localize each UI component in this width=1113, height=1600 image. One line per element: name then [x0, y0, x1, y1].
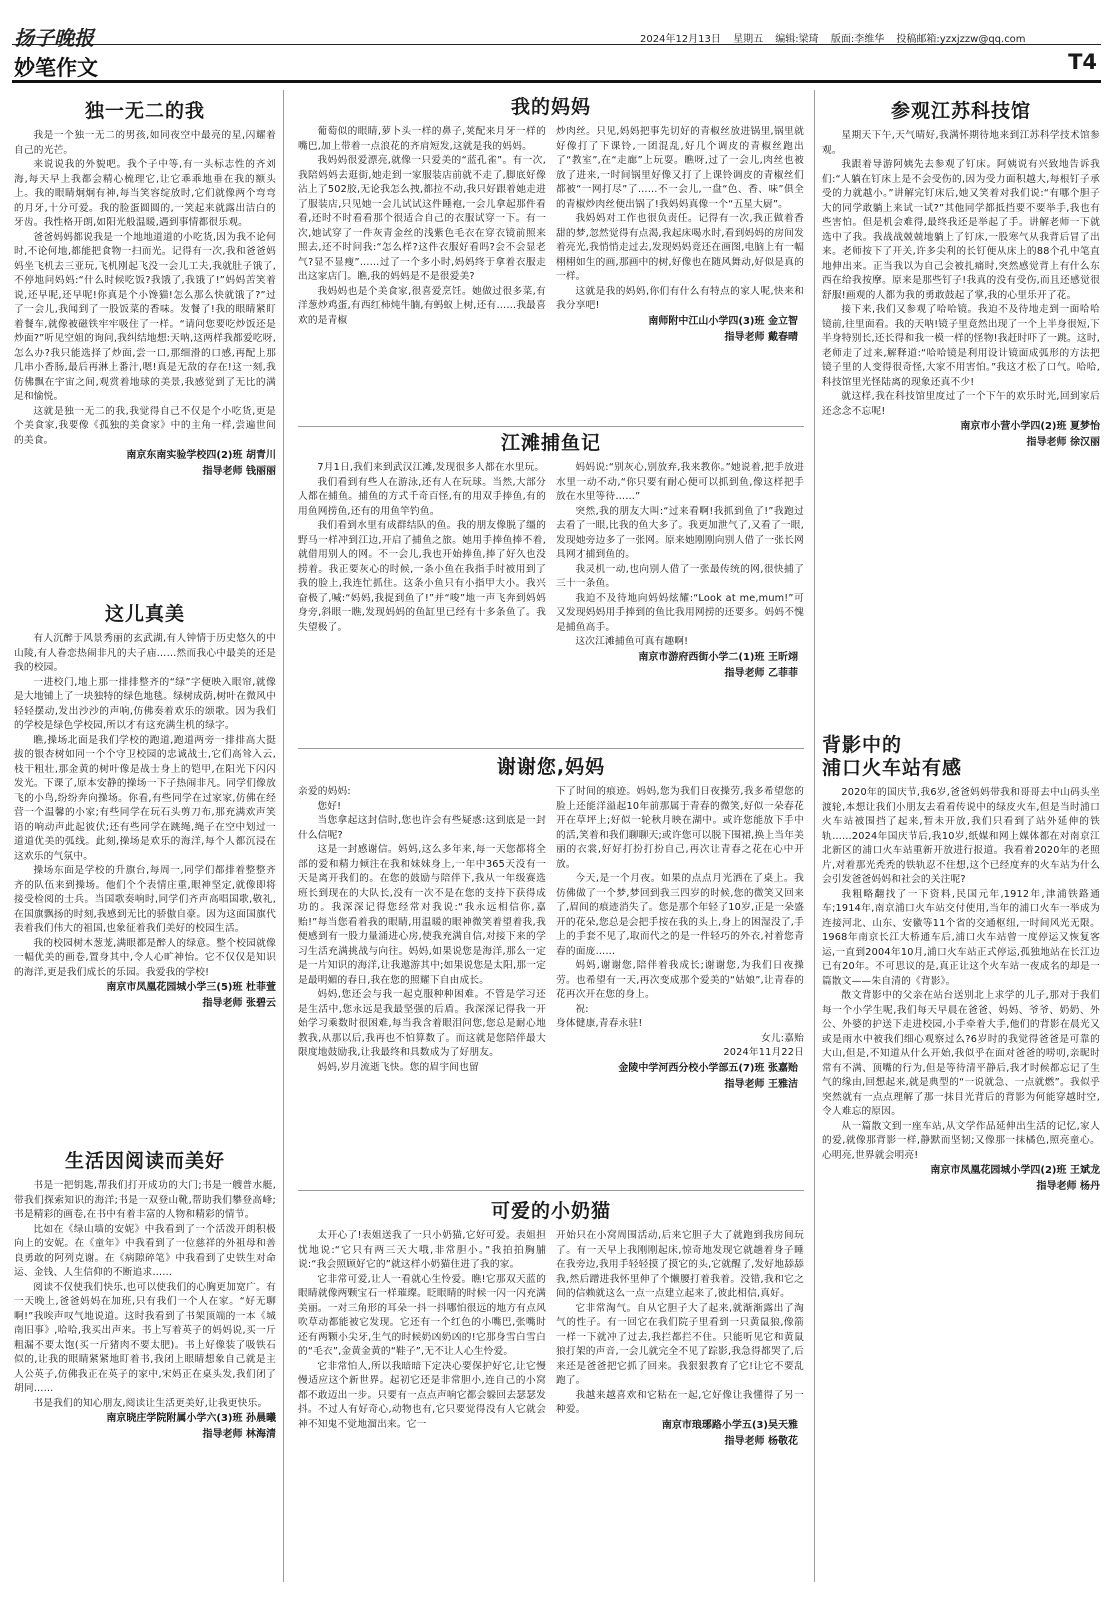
article-reading — [14, 1150, 276, 1443]
article-paragraph: 瞧,操场北面是我们学校的跑道,跑道两旁一排排高大挺拔的银杏树如同一个个守卫校园的忠诚战士,它们高耸入云,枝干粗壮,那金黄的树叶像是战士身上的铠甲,在阳光下闪闪发光。下课了,原本安静的操场一下子热闹非凡。同学们像放飞的小鸟,纷纷奔向操场。你看,有些同学在过家家,仿佛在经营一个温馨的小家;有些同学在玩石头剪刀布,那充满欢声笑语的响动声此起彼伏;还有些同学在跳绳,绳子在空中划过一道道优美的弧线。此刻,操场是欢乐的海洋,每个人都沉浸在这欢乐的气氛中。 — [14, 734, 276, 862]
article-paragraph: 这是一封感谢信。妈妈,这么多年来,每一天您都将全部的爱和精力倾注在我和妹妹身上,一年中365天没有一天是离开我们的。在您的鼓励与陪伴下,我从一年级赛选班长到现在的大队长,没有一次不是在您的支持下获得成功的。我深深记得您经常对我说:“我永远相信你,嘉贻!”每当您看着我的眼睛,用温暖的眼神微笑着望着我,我便感到有一股力量涌进心房,使我充满自信,对接下来的学习生活充满挑战与向往。妈妈,如果说您是海洋,那么一定是一片知识的海洋,让我遨游其中;如果说您是太阳,那一定是最明媚的春日,我在您的照耀下自由成长。 — [298, 844, 546, 986]
author-teacher: 指导老师 徐汉丽 — [1026, 437, 1100, 448]
article-paragraph: 它非常怕人,所以我暗暗下定决心要保护好它,让它慢慢适应这个新世界。起初它还是非常胆小,连自己的小窝都不敢迈出一步。只要有一点点声响它都会躲回去瑟瑟发抖。不过人有好奇心,动物也有,它只要觉得没有人它就会神不知鬼不觉地溜出来。它一 — [298, 1360, 546, 1430]
article-paragraph: 它非常可爱,让人一看就心生怜爱。瞧!它那双天蓝的眼睛就像两颗宝石一样璀璨。眨眼睛的时候一闪一闪充满美丽。一对三角形的耳朵一抖一抖哪怕很远的地方有点风吹草动都能被它发现。它还有一个红色的小嘴巴,张嘴时还有两颗小尖牙,生气的时候奶凶奶凶的!它那身雪白雪白的“毛衣”,金黄金黄的“鞋子”,无不让人心生怜爱。 — [298, 1273, 546, 1357]
author-teacher: 指导老师 乙菲菲 — [724, 667, 798, 679]
article-mom — [298, 96, 804, 346]
article-title: 我的妈妈 — [510, 96, 591, 118]
column-divider — [814, 90, 815, 1582]
author-school: 南师附中江山小学四(3)班 金立智 — [648, 315, 798, 327]
issue-email: 投稿邮箱:yzxjzzw@qq.com — [896, 34, 1026, 45]
article-paragraph: 妈妈,谢谢您,陪伴着我成长;谢谢您,为我们日夜操劳。也希望有一天,再次变成那个爱美的“姑娘”,让青春的花再次开在您的身上。 — [556, 960, 804, 1000]
article-cat — [298, 1200, 804, 1450]
article-paragraph: 7月1日,我们来到武汉江滩,发现很多人都在水里玩。 — [317, 462, 545, 473]
letter-date: 2024年11月22日 — [723, 1047, 804, 1058]
article-paragraph: 妈妈说:“别灰心,别放弃,我来教你。”她说着,把手放进水里一动不动,“你只要有耐心便可以抓到鱼,像这样把手放在水里等待……” — [556, 462, 804, 502]
letter-signature: 女儿:嘉贻 — [760, 1032, 804, 1044]
author-teacher: 指导老师 杨敬花 — [724, 1435, 798, 1447]
article-paragraph: 星期天下午,天气晴好,我满怀期待地来到江苏科学技术馆参观。 — [822, 130, 1100, 156]
article-paragraph: 开始只在小窝周围活动,后来它胆子大了就跑到我房间玩了。有一天早上我刚刚起床,惊奇地发现它就趟着身子睡在我旁边,我用手轻轻摸了摸它的头,它就醒了,发好地舔舔我,然后蹭进我怀里伸了个懒腰打着我着。没错,我和它之间的信赖就这么一点一点建立起来了,彼此相信,真好。 — [556, 1230, 804, 1299]
article-title: 独一无二的我 — [84, 100, 205, 122]
issue-weekday: 星期五 — [733, 34, 764, 45]
article-paragraph: 这次江滩捕鱼可真有趣啊! — [575, 636, 689, 647]
article-paragraph: 我们看到有些人在游泳,还有人在玩球。当然,大部分人都在捕鱼。捕鱼的方式千奇百怪,有的用双手捧鱼,有的用鱼网捞鱼,还有的用鱼竿钓鱼。 — [298, 476, 546, 517]
article-paragraph: 阅读不仅使我们快乐,也可以使我们的心胸更加宽广。有一天晚上,爸爸妈妈在加班,只有我们一个人在家。“好无聊啊!”我唉声叹气地说道。这时我看到了书架顶端的一本《城南旧事》,哈哈,我买出声来。书上写着英子的妈妈说,买一斤粗漏不要太饱(买一斤猪肉不要太肥)。书上好像装了吸铁石似的,让我的眼睛紧紧地盯着书,我闭上眼睛想象自己就是主人公英子,仿佛我正在英子的家中,宋妈正在桌头发,我们闭了胡同…… — [14, 1281, 276, 1394]
article-unique — [14, 100, 276, 480]
article-paragraph: 爸爸妈妈都说我是一个地地道道的小吃货,因为我不论何时,不论何地,都能把食物一扫而光。记得有一次,我和爸爸妈妈坐飞机去三亚玩,飞机刚起飞没一会儿工夫,我就肚子饿了,不停地问妈妈:“什么时候吃饭?我饿了,我饿了!”妈妈苦笑着说,还早呢,还早呢!你真是个小馋猫!怎么那么快就饿了?”过了一会儿,我闻到了一股饭菜的香味。发餐了!我的眼睛紧盯着餐车,就像被磁铁牢牢吸住了一样。“请问您要吃炒饭还是炒面?”听见空姐的询问,我纠结地想:天呐,这两样我都爱吃呀,怎么办?我只能选择了炒面,尝一口,那细滑的口感,再配上那几串小香肠,最后再淋上番汁,嗯!真是无敌的存在!这一刻,我仿佛飘在宇宙之间,观赏着地球的美景,我感觉到了无比的满足和愉悦。 — [14, 231, 276, 402]
author-teacher: 指导老师 林海清 — [202, 1429, 276, 1440]
article-paragraph: 我妈妈对工作也很负责任。记得有一次,我正做着香甜的梦,忽然觉得有点渴,我起床喝水时,看到妈妈的房间发着亮光,我悄悄走过去,发现妈妈竟还在画图,电脑上有一幅栩栩如生的画,那画中的树,好像也在随风舞动,好似是真的一样。 — [556, 213, 804, 282]
article-paragraph: 下了时间的痕迹。妈妈,您为我们日夜操劳,我多希望您的脸上还能洋溢起10年前那属于青春的微笑,好似一朵春花开在草坪上;好似一轮秋月映在湖中。或许您能放下手中的活,笑着和我们聊聊天;或许您可以脱下围裙,换上当年美丽的衣裳,好好打扮打扮自己,再次让青春之花在心中开放。 — [556, 786, 804, 870]
article-title: 这儿真美 — [104, 603, 185, 625]
author-school: 南京市游府西街小学二(1)班 王昕翊 — [638, 651, 798, 663]
author-school: 南京东南实验学校四(2)班 胡青川 — [126, 450, 276, 461]
article-divider — [298, 426, 804, 427]
article-paragraph: 葡萄似的眼睛,萝卜头一样的鼻子,荚配来月牙一样的嘴巴,加上带着一点浪花的齐肩短发,这就是我的妈妈。 — [298, 126, 546, 152]
article-paragraph: 这就是独一无二的我,我觉得自己不仅是个小吃货,更是个美食家,我要像《孤独的美食家》中的主角一样,尝遍世间的美食。 — [14, 405, 276, 446]
column-divider — [283, 90, 284, 1582]
author-school: 南京晓庄学院附属小学六(3)班 孙晨曦 — [106, 1413, 276, 1424]
article-paragraph: 有人沉醉于风景秀丽的玄武湖,有人钟情于历史悠久的中山陵,有人眷恋热闹非凡的夫子庙……然而我心中最美的还是我的校园。 — [14, 633, 276, 673]
article-paragraph: 我妈妈也是个美食家,很喜爱烹饪。她做过很多菜,有洋葱炒鸡蛋,有西红柿炖牛腩,有蚂蚁上树,还有……我最喜欢的是青椒 — [298, 285, 546, 326]
article-museum — [822, 100, 1100, 451]
article-title: 参观江苏科技馆 — [890, 100, 1031, 122]
article-paragraph: 这就是我的妈妈,你们有什么有特点的家人呢,快来和我分享吧! — [556, 285, 804, 311]
article-paragraph: 一进校门,地上那一排排整齐的“绿”字便映入眼帘,就像是大地铺上了一块独特的绿色地毯。绿树成荫,树叶在微风中轻轻摆动,发出沙沙的声响,仿佛奏着欢乐的颂歌。因为我们的学校是绿色学校园,所以才有这充满生机的绿字。 — [14, 676, 276, 731]
article-paragraph: 散文背影中的父亲在站台送别北上求学的儿子,那对于我们每一个小学生呢,我们每天早晨在爸爸、妈妈、爷爷、奶奶、外公、外婆的护送下走进校园,小手牵着大手,他们的背影在晨光又或是雨水中被我们细心观察过么?6岁时的我觉得爸爸是可靠的大山,但是,不知道从什么开始,我似乎在面对爸爸的唠叨,亲昵时常有不满、顶嘴的行为,但是等待清平静后,我才时候都忘记了生气的缘由,回想起来,就是典型的“一说就急、一点就燃”。我似乎突然就有一点点理解了那一抹目光背后的背影为何能穿越时空,令人难忘的原因。 — [822, 990, 1100, 1117]
article-paragraph: 炒肉丝。只见,妈妈把事先切好的青椒丝放进锅里,锅里就好像打了下课铃,一团混乱,好几个调皮的青椒丝跑出了“教室”,在“走廊”上玩耍。瞧呀,过了一会儿,肉丝也被放了进来,一时间锅里好像又打了上课铃调皮的青椒丝们都被“一网打尽”了……不一会儿,一盘“色、香、味”俱全的青椒炒肉丝便出锅了!我妈妈真像一个“五星大厨”。 — [556, 126, 804, 210]
article-divider — [298, 748, 804, 749]
issue-meta — [640, 30, 1035, 45]
issue-editor: 编辑:梁琦 — [775, 34, 819, 45]
article-paragraph: 接下来,我们又参观了哈哈镜。我迫不及待地走到一面哈哈镜前,往里面看。我的天呐!镜子里竟然出现了一个上半身很短,下半身特别长,还长得和我一模一样的怪物!我赶时吓了一跳。这时,老师走了过来,解释道:“哈哈镜是利用设计镜面成弧形的方法把镜子里的人变得很奇怪,大家不用害怕。”我这才松了口气。哈哈,科技馆里光怪陆离的现象还真不少! — [822, 304, 1100, 388]
issue-layout: 版面:李维华 — [830, 34, 885, 45]
article-paragraph: 操场东面是学校的升旗台,每周一,同学们都排着整整齐齐的队伍来到操场。他们个个表情庄重,眼神坚定,就像即将接受检阅的士兵。当国歌奏响时,同学们齐声高唱国歌,敬礼,在国旗飘扬的时刻,我感到无比的骄傲自豪。因为这面国旗代表着我们伟大的祖国,也象征着我们美好的校园生活。 — [14, 865, 276, 934]
article-paragraph: 突然,我的朋友大叫:“过来看啊!我抓到鱼了!”我跑过去看了一眼,比我的鱼大多了。我更加泄气了,又看了一眼,发现她旁边多了一张网。原来她刚刚向别人借了一张长网具网才捕到鱼的。 — [556, 505, 804, 560]
article-paragraph: 妈妈,岁月流逝飞快。您的眉宇间也留 — [317, 1061, 479, 1073]
issue-date: 2024年12月13日 — [640, 34, 721, 45]
article-paragraph: 我们看到水里有成群结队的鱼。我的朋友像脱了缰的野马一样冲到江边,开启了捕鱼之旅。她用手捧鱼捧不着,就借用别人的网。不一会儿,我也开始捧鱼,捧了好久也没捞着。我正要灰心的时候,一条小鱼在我指手时被用到了我的脸上,我连忙抓住。这条小鱼只有小指甲大小。我兴奋极了,喊:“妈妈,我捉到鱼了!”并“唆”地一声飞奔到妈妈身旁,斜眼一瞧,发现妈妈的鱼缸里已经有十多条鱼了。我失望极了。 — [298, 520, 546, 633]
article-paragraph: 它非常淘气。自从它胆子大了起来,就渐渐露出了淘气的性子。有一回它在我们院子里看到一只黄鼠狼,像箭一样一下就冲了过去,我拦都拦不住。只能听见它和黄鼠狼打架的声音,一会儿就完全不见了踪影,我急得都哭了,后来还是爸爸把它抓了回来。我狠狠教育了它!让它不要乱跑了。 — [556, 1302, 804, 1386]
article-title-line1: 背影中的 — [822, 734, 903, 756]
article-paragraph: 我妈妈很爱漂亮,就像一只爱美的“蓝孔雀”。有一次,我陪妈妈去逛街,她走到一家服装店前就不走了,脚底好像沾上了502胶,无论我怎么拽,都拉不动,我只好跟着她走进了服装店,只见她一会儿试试这件睡袍,一会儿拿起那件看看,还时不时看看那个很适合自己的衣服试穿一下。有一次,她试穿了一件灰青金丝的浅紫色毛衣在穿衣镜前照来照去,还不时问我:“怎么样?这件衣服好看吗?会不会显老气?显不显瘦”……过了一个多小时,妈妈终于拿着衣服走出这家店门。瞧,我的妈妈是不是很爱美? — [298, 155, 546, 282]
author-school: 南京市琅琊路小学五(3)吴天雅 — [661, 1419, 798, 1431]
author-school: 南京市凤凰花园城小学三(5)班 杜菲萱 — [106, 982, 276, 993]
newspaper-masthead: 扬子晚报 — [14, 26, 94, 50]
article-paragraph: 来说说我的外貌吧。我个子中等,有一头标志性的齐刘海,每天早上我都会精心梳理它,让它乖乖地垂在我的额头上。我的眼睛炯炯有神,每当笑容绽放时,它们就像两个弯弯的月牙,十分可爱。我的脸蛋圆圆的,一笑起来就露出洁白的牙齿。我性格开朗,如阳光般温暖,遇到事情都很乐观。 — [14, 159, 276, 228]
author-school: 南京市凤凰花园城小学四(2)班 王斌龙 — [930, 1165, 1100, 1176]
author-teacher: 指导老师 杨丹 — [1036, 1181, 1100, 1192]
article-title: 谢谢您,妈妈 — [496, 756, 606, 778]
article-paragraph: 您好! — [317, 800, 342, 812]
article-paragraph: 身体健康,青春永驻! — [556, 1018, 643, 1029]
article-paragraph: 祝: — [575, 1003, 589, 1015]
article-thanks — [298, 756, 804, 1093]
article-paragraph: 我越来越喜欢和它粘在一起,它好像让我懂得了另一种爱。 — [556, 1389, 804, 1415]
section-rule — [12, 80, 1101, 83]
article-fish — [298, 432, 804, 682]
header-rule — [12, 44, 1101, 45]
article-paragraph: 当您拿起这封信时,您也许会有些疑惑:这到底是一封什么信呢? — [298, 815, 546, 841]
article-paragraph: 比如在《绿山墙的安妮》中我看到了一个活泼开朗积极向上的安妮。在《童年》中我看到了一位慈祥的外祖母和善良勇敢的阿列克谢。在《病隙碎笔》中我看到了史铁生对命运、金钱、人生信仰的不断追求…… — [14, 1223, 276, 1278]
author-teacher: 指导老师 张碧云 — [202, 998, 276, 1009]
author-teacher: 指导老师 王雅洁 — [724, 1078, 798, 1090]
article-title: 江滩捕鱼记 — [500, 432, 601, 454]
article-paragraph: 就这样,我在科技馆里度过了一个下午的欢乐时光,回到家后还念念不忘呢! — [822, 391, 1100, 417]
article-here — [14, 603, 276, 1012]
article-paragraph: 我粗略翻找了一下资料,民国元年,1912年,津浦铁路通车;1914年,南京浦口火车站交付使用,当年的浦口火车一举成为连接河北、山东、安徽等11个省的交通枢纽,一时间风光无限。1968年南京长江大桥通车后,浦口火车站曾一度停运又恢复客运,一直到2004年10月,浦口火车站正式停运,孤独地站在长江边已有20年。不可思议的是,真正让这个火车站一夜成名的却是一篇散文——朱自清的《背影》。 — [822, 888, 1100, 987]
article-paragraph: 书是一把钥匙,帮我们打开成功的大门;书是一艘普水艇,带我们探索知识的海洋;书是一双登山靴,帮助我们攀登高峰;书是精彩的画卷,在书中有着丰富的人物和精彩的情节。 — [14, 1180, 276, 1220]
article-paragraph: 2020年的国庆节,我6岁,爸爸妈妈带我和哥哥去中山码头坐渡轮,本想让我们小朋友去看看传说中的绿皮火车,但是当时浦口火车站被围挡了起来,暂未开放,我们只看到了站外延伸的铁轨……2024年国庆节后,我10岁,纸媒和网上媒体都在对南京江北新区的浦口火车站重新开放进行报道。我看着2020年的老照片,对着那光秃秃的铁轨忍不住想,这个已经度弃的火车站为什么会引发爸爸妈妈和社会的关注呢? — [822, 787, 1100, 885]
author-teacher: 指导老师 钱丽丽 — [202, 466, 276, 477]
author-teacher: 指导老师 戴春晴 — [724, 331, 798, 343]
article-title-line2: 浦口火车站有感 — [822, 757, 963, 779]
article-paragraph: 从一篇散文到一座车站,从文学作品延伸出生活的记忆,家人的爱,就像那背影一样,静默而坚韧;又像那一抹橘色,照亮童心。心明亮,世界就会明亮! — [822, 1120, 1100, 1161]
article-paragraph: 书是我们的知心朋友,阅读让生活更美好,让我更快乐。 — [33, 1397, 268, 1409]
author-school: 南京市小营小学四(2)班 夏梦怡 — [960, 421, 1100, 432]
article-paragraph: 我的校园树木葱茏,满眼都是醉人的绿意。整个校园就像一幅优美的画卷,置身其中,令人心旷神怡。它不仅仅是知识的海洋,更是我们成长的乐园。我爱我的学校! — [14, 937, 276, 978]
article-paragraph: 我灵机一动,也向别人借了一张最传统的网,很快捕了三十一条鱼。 — [556, 563, 804, 589]
article-paragraph: 今天,是一个月夜。如果的点点月光洒在了桌上。我仿佛做了一个梦,梦回到我三四岁的时候,您的微笑又回来了,眉间的痕迹消失了。您是那个年轻了10岁,正是一朵盛开的花朵,您总是会把手按在我的头上,身上的困湿没了,手上的手套不见了,取而代之的是一件轻巧的外衣,衬着您青春的面庞…… — [556, 873, 804, 957]
article-paragraph: 我迫不及待地向妈妈炫耀:“Look at me,mum!”可又发现妈妈用手捧到的鱼比我用网捞的还要多。妈妈不愧是捕鱼高手。 — [556, 592, 804, 633]
section-title: 妙笔作文 — [14, 55, 98, 80]
author-school: 金陵中学河西分校小学部五(7)班 张嘉贻 — [618, 1062, 798, 1074]
article-paragraph: 我是一个独一无二的男孩,如同夜空中最亮的星,闪耀着自己的光芒。 — [14, 130, 276, 156]
article-paragraph: 妈妈,您还会与我一起克服种种困难。不管是学习还是生活中,您永远是我最坚强的后盾。我深深记得我一开始学习乘数时很困难,每当我含着眼泪问您,您总是耐心地教我,从那以后,我再也不怕算数了。而这就是您陪伴最大限度地鼓励我,让我最终和具数成为了好朋友。 — [298, 989, 546, 1058]
article-title: 生活因阅读而美好 — [64, 1150, 225, 1172]
article-divider — [298, 1190, 804, 1191]
article-title: 可爱的小奶猫 — [490, 1200, 611, 1222]
letter-salutation: 亲爱的妈妈: — [298, 786, 351, 797]
page-number: T4 — [1068, 50, 1097, 74]
article-paragraph: 太开心了!表姐送我了一只小奶猫,它好可爱。表姐担忧地说:“它只有两三天大哦,非常胆小。”我拍拍胸脯说:“我会照顾好它的”就这样小奶猫住进了我的家。 — [298, 1230, 546, 1270]
article-station — [822, 734, 1100, 1195]
article-paragraph: 我跟着导游阿姨先去参观了钉床。阿姨说有兴致地告诉我们:“人躺在钉床上是不会受伤的,因为受力面积越大,每根钉子承受的力就越小。”讲解完钉床后,她又笑着对我们说:“有哪个胆子大的同学敢躺上来试一试?”其他同学都抵挡要不要举手,我也有些害怕。但是机会难得,最终我还是举起了手。讲解老师一下就选中了我。我战战兢兢地躺上了钉床,一股寒气从我背后冒了出来。老师按下了开关,许多尖利的长钉便从床上的88个孔中笔直地伸出来。正当我以为自己会被扎痛时,突然感觉背上有什么东西在给我按摩。原来是那些钉子!我真的没有受伤,而且还感觉很舒服!画观的人都为我的勇敢鼓起了掌,我的心里乐开了花。 — [822, 159, 1100, 301]
